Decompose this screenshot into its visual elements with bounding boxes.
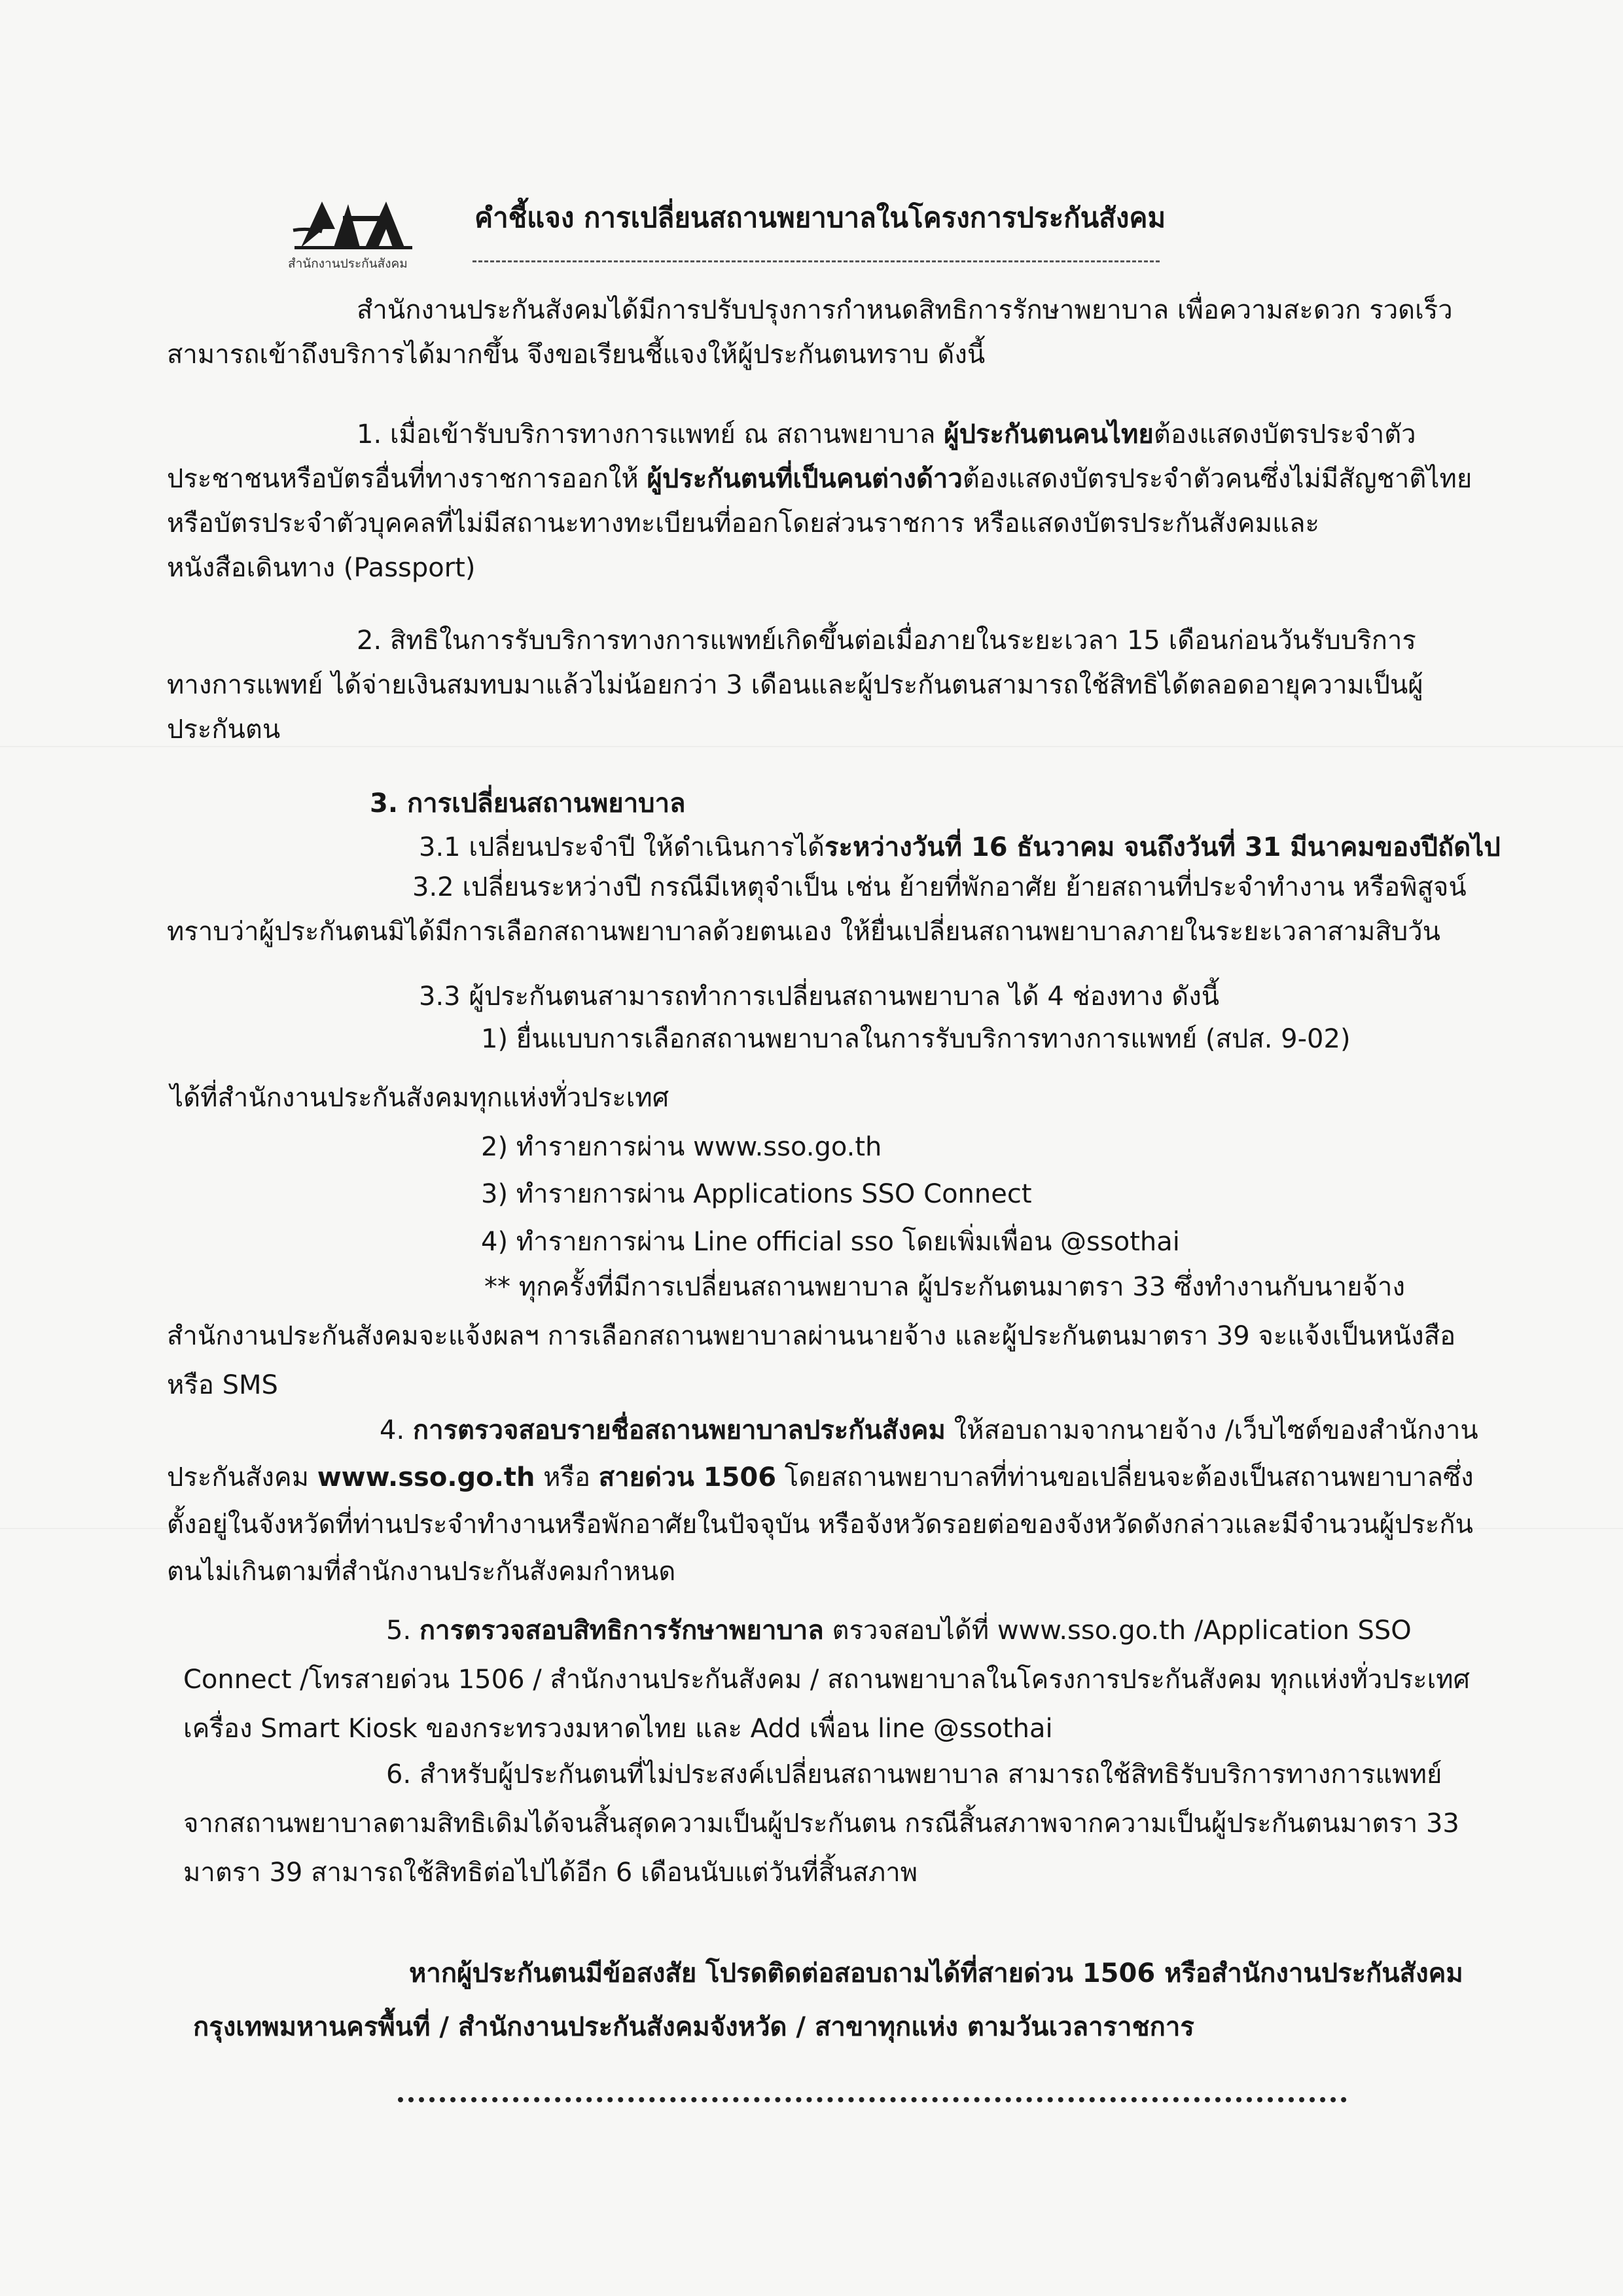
sso-logo [288, 190, 458, 281]
item-2-paragraph: 2. สิทธิในการรับบริการทางการแพทย์เกิดขึ้นต่อเมื่อภายในระยะเวลา 15 เดือนก่อนวันรับบริการทางการแพทย์ ได้จ่ายเงินสมทบมาแล้วไม่น้อยกว่า 3 เดือนและผู้ประกันตนสามารถใช้สิทธิได้ตลอดอายุความเป็นผู้ประกันตน [167, 626, 1423, 745]
item-3-3-line: 3.3 ผู้ประกันตนสามารถทำการเปลี่ยนสถานพยาบาล ได้ 4 ช่องทาง ดังนี้ [419, 981, 1220, 1012]
item-4-text: ให้สอบถามจากนายจ้าง /เว็บไซต์ของสำนักงานประกันสังคม [167, 1415, 1478, 1492]
item-1-text: ต้องแสดงบัตรประจำตัวคนซึ่งไม่มีสัญชาติไทย หรือบัตรประจำตัวบุคคลที่ไม่มีสถานะทางทะเบียนที่ออกโดยส่วนราชการ หรือแสดงบัตรประกันสังคมและหนังสือเดินทาง (Passport) [167, 464, 1472, 583]
closing-contact-note: หากผู้ประกันตนมีข้อสงสัย โปรดติดต่อสอบถามได้ที่สายด่วน 1506 หรือสำนักงานประกันสังคมกรุงเทพมหานครพื้นที่ / สำนักงานประกันสังคมจังหวัด / สาขาทุกแห่ง ตามวันเวลาราชการ [193, 1958, 1463, 2042]
item-4-text: หรือ [535, 1462, 599, 1492]
item-4-hotline: สายด่วน 1506 [598, 1462, 777, 1492]
channel-1-continuation: ได้ที่สำนักงานประกันสังคมทุกแห่งทั่วประเทศ [170, 1083, 669, 1113]
item-1-thai-insured: ผู้ประกันตนคนไทย [944, 419, 1154, 450]
closing-dotted-line [398, 2097, 1347, 2102]
notification-note: ** ทุกครั้งที่มีการเปลี่ยนสถานพยาบาล ผู้ประกันตนมาตรา 33 ซึ่งทำงานกับนายจ้าง สำนักงานประกันสังคมจะแจ้งผลฯ การเลือกสถานพยาบาลผ่านนายจ้าง และผู้ประกันตนมาตรา 39 จะแจ้งเป็นหนังสือหรือ SMS [167, 1272, 1456, 1400]
intro-paragraph: สำนักงานประกันสังคมได้มีการปรับปรุงการกำหนดสิทธิการรักษาพยาบาล เพื่อความสะดวก รวดเร็ว สามารถเข้าถึงบริการได้มากขึ้น จึงขอเรียนชี้แจงให้ผู้ประกันตนทราบ ดังนี้ [167, 295, 1453, 370]
channel-2-line: 2) ทำรายการผ่าน www.sso.go.th [481, 1132, 882, 1162]
item-4-heading: การตรวจสอบรายชื่อสถานพยาบาลประกันสังคม [412, 1415, 946, 1445]
item-5-paragraph [183, 1606, 1482, 1754]
channel-1-line: 1) ยื่นแบบการเลือกสถานพยาบาลในการรับบริการทางการแพทย์ (สปส. 9-02) [481, 1024, 1351, 1054]
item-4-text: 4. [380, 1415, 413, 1445]
item-3-1-period: ระหว่างวันที่ 16 ธันวาคม จนถึงวันที่ 31 มีนาคมของปีถัดไป [825, 832, 1501, 862]
item-5-text: 5. [386, 1616, 419, 1646]
sso-logo-mark-icon [288, 190, 419, 255]
item-3-2-paragraph: 3.2 เปลี่ยนระหว่างปี กรณีมีเหตุจำเป็น เช่น ย้ายที่พักอาศัย ย้ายสถานที่ประจำทำงาน หรือพิสูจน์ทราบว่าผู้ประกันตนมิได้มีการเลือกสถานพยาบาลด้วยตนเอง ให้ยื่นเปลี่ยนสถานพยาบาลภายในระยะเวลาสามสิบวัน [167, 872, 1467, 947]
item-1-foreign-insured: ผู้ประกันตนที่เป็นคนต่างด้าว [647, 464, 963, 494]
channel-3-line: 3) ทำรายการผ่าน Applications SSO Connect [481, 1179, 1032, 1209]
item-6-paragraph: 6. สำหรับผู้ประกันตนที่ไม่ประสงค์เปลี่ยนสถานพยาบาล สามารถใช้สิทธิรับบริการทางการแพทย์จากสถานพยาบาลตามสิทธิเดิมได้จนสิ้นสุดความเป็นผู้ประกันตน กรณีสิ้นสภาพจากความเป็นผู้ประกันตนมาตรา 33 มาตรา 39 สามารถใช้สิทธิต่อไปได้อีก 6 เดือนนับแต่วันที่สิ้นสภาพ [183, 1759, 1459, 1888]
document-title: คำชี้แจง การเปลี่ยนสถานพยาบาลในโครงการประกันสังคม [474, 202, 1166, 234]
item-1-text: ต้องแสดงบัตรประจำตัวประชาชนหรือบัตรอื่นที่ทางราชการออกให้ [167, 419, 1416, 494]
item-3-heading: 3. การเปลี่ยนสถานพยาบาล [370, 788, 686, 819]
item-1-paragraph [167, 412, 1482, 590]
logo-caption: สำนักงานประกันสังคม [288, 256, 408, 271]
item-5-text: ตรวจสอบได้ที่ www.sso.go.th /Application SSO Connect /โทรสายด่วน 1506 / สำนักงานประกันสังคม / สถานพยาบาลในโครงการประกันสังคม ทุกแห่งทั่วประเทศ เครื่อง Smart Kiosk ของกระทรวงมหาดไทย และ Add เพื่อน line @ssothai [183, 1616, 1471, 1744]
item-3-1-text: 3.1 เปลี่ยนประจำปี ให้ดำเนินการได้ [419, 832, 825, 862]
channel-4-line: 4) ทำรายการผ่าน Line official sso โดยเพิ่มเพื่อน @ssothai [481, 1227, 1180, 1257]
item-3-1-line [419, 826, 1501, 868]
item-1-text: 1. เมื่อเข้ารับบริการทางการแพทย์ ณ สถานพยาบาล [357, 419, 944, 450]
item-4-website: www.sso.go.th [317, 1462, 535, 1492]
item-5-heading: การตรวจสอบสิทธิการรักษาพยาบาล [419, 1616, 824, 1646]
title-underline [473, 260, 1160, 262]
item-4-paragraph [167, 1407, 1482, 1595]
item-4-text: โดยสถานพยาบาลที่ท่านขอเปลี่ยนจะต้องเป็นสถานพยาบาลซึ่งตั้งอยู่ในจังหวัดที่ท่านประจำทำงานหรือพักอาศัยในปัจจุบัน หรือจังหวัดรอยต่อของจังหวัดดังกล่าวและมีจำนวนผู้ประกันตนไม่เกินตามที่สำนักงานประกันสังคมกำหนด [167, 1462, 1474, 1587]
